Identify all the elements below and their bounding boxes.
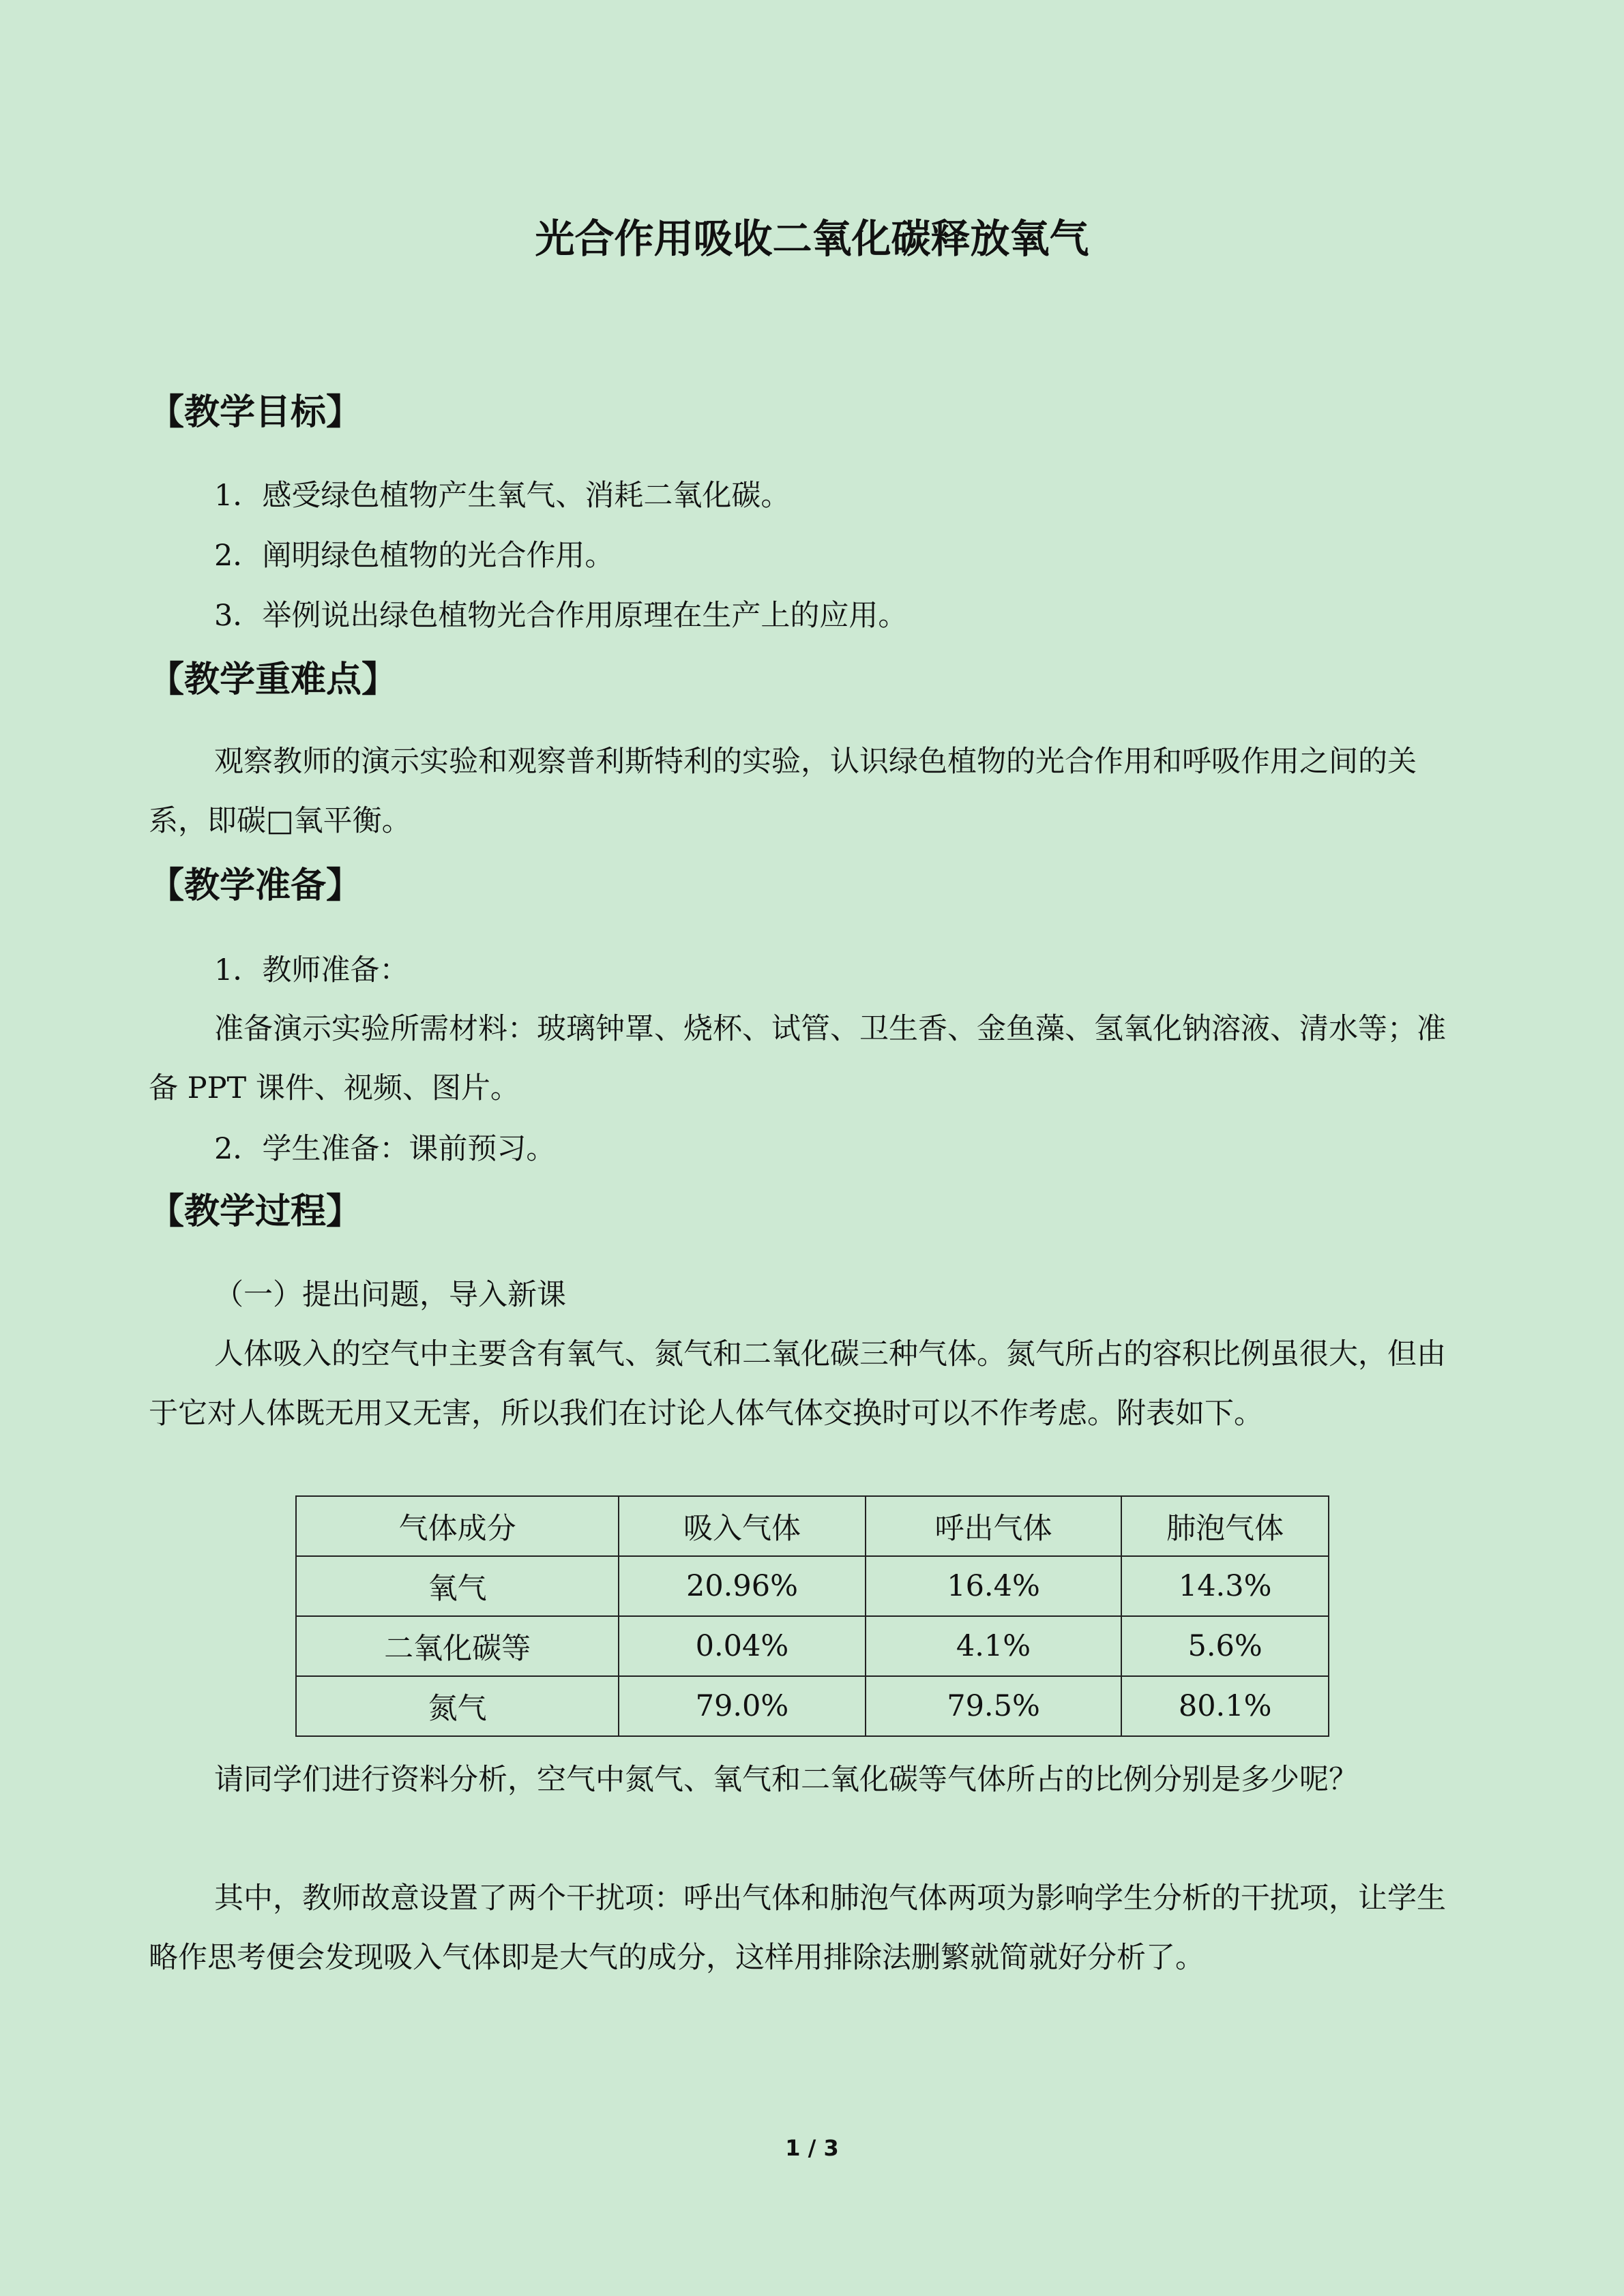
table-header-row [296,1496,1329,1556]
gas-composition-table [295,1495,1329,1737]
table-cell: 80.1% [1121,1676,1329,1736]
table-cell: 79.0% [619,1676,866,1736]
table-cell: 16.4% [866,1556,1122,1616]
section-heading-preparation: 【教学准备】 [149,865,362,906]
table-header-cell: 吸入气体 [619,1496,866,1556]
table-cell: 20.96% [619,1556,866,1616]
table-row [296,1556,1329,1616]
process-paragraph-3: 其中，教师故意设置了两个干扰项：呼出气体和肺泡气体两项为影响学生分析的干扰项，让学生略作思考便会发现吸入气体即是大气的成分，这样用排除法删繁就简就好分析了。 [149,1881,1446,1975]
table-header-cell: 呼出气体 [866,1496,1122,1556]
table-cell: 氧气 [296,1556,619,1616]
process-subheading-1: （一）提出问题，导入新课 [214,1278,566,1312]
process-paragraph-1: 人体吸入的空气中主要含有氧气、氮气和二氧化碳三种气体。氮气所占的容积比例虽很大，但由于它对人体既无用又无害，所以我们在讨论人体气体交换时可以不作考虑。附表如下。 [149,1337,1446,1431]
table-cell: 79.5% [866,1676,1122,1736]
table-cell: 0.04% [619,1616,866,1676]
table-cell: 14.3% [1121,1556,1329,1616]
section-heading-key-points: 【教学重难点】 [149,659,398,700]
table-row [296,1676,1329,1736]
teacher-prep-label: 1．教师准备： [214,953,409,987]
process-paragraph-2: 请同学们进行资料分析，空气中氮气、氧气和二氧化碳等气体所占的比例分别是多少呢？ [214,1763,1358,1797]
table-cell: 二氧化碳等 [296,1616,619,1676]
section-heading-goals: 【教学目标】 [149,392,362,433]
key-points-text: 观察教师的演示实验和观察普利斯特利的实验，认识绿色植物的光合作用和呼吸作用之间的关系，即碳□氧平衡。 [149,745,1417,838]
student-prep-label: 2．学生准备：课前预习。 [214,1132,556,1166]
goal-item-1: 1．感受绿色植物产生氧气、消耗二氧化碳。 [214,479,791,513]
page-number: 1 / 3 [785,2135,839,2161]
table-cell: 4.1% [866,1616,1122,1676]
table-header-cell: 气体成分 [296,1496,619,1556]
table-header-cell: 肺泡气体 [1121,1496,1329,1556]
teacher-prep-text: 准备演示实验所需材料：玻璃钟罩、烧杯、试管、卫生香、金鱼藻、氢氧化钠溶液、清水等；准备 PPT 课件、视频、图片。 [149,1012,1446,1105]
goal-item-3: 3．举例说出绿色植物光合作用原理在生产上的应用。 [214,599,908,633]
goal-item-2: 2．阐明绿色植物的光合作用。 [214,539,615,573]
table-cell: 氮气 [296,1676,619,1736]
section-heading-process: 【教学过程】 [149,1191,362,1232]
table-row [296,1616,1329,1676]
table-cell: 5.6% [1121,1616,1329,1676]
page-title: 光合作用吸收二氧化碳释放氧气 [535,215,1089,262]
